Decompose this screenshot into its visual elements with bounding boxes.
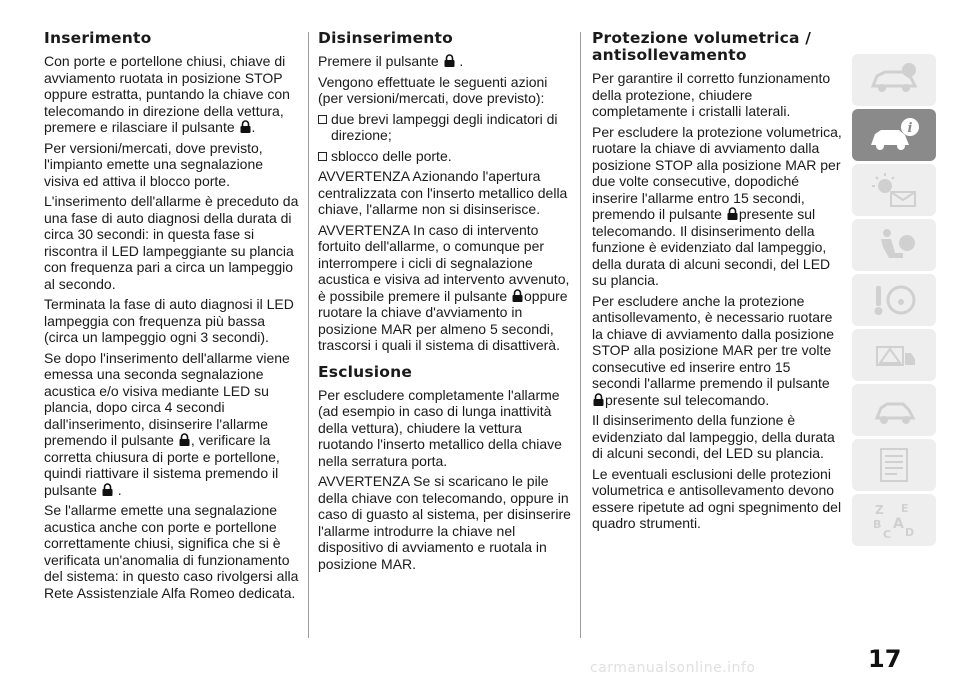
tab-index[interactable] xyxy=(852,494,936,546)
text: Per escludere anche la protezione antisollevamento, è necessario ruotare la chiave di avviamento dalla posizione STOP alla posizione MAR per tre volte consecutive ed inserire entro 15 secondi l'allarme premendo il pulsante xyxy=(592,292,835,391)
text: Per escludere la protezione volumetrica, ruotare la chiave di avviamento dalla posizione STOP alla posizione MAR per due volte consecutive, dopodiché inserire l'allarme entro 15 secondi, premendo il pulsante xyxy=(592,123,842,222)
tab-maintenance[interactable] xyxy=(852,384,936,436)
maintenance-icon xyxy=(867,390,921,430)
svg-text:C: C xyxy=(883,528,892,540)
tab-car-overview[interactable] xyxy=(852,54,936,106)
paragraph xyxy=(44,350,300,499)
starting-driving-icon xyxy=(867,280,921,320)
safety-airbag-icon xyxy=(867,225,921,265)
text: due brevi lampeggi degli indicatori di direzione; xyxy=(331,110,558,143)
text: sblocco delle porte. xyxy=(331,147,452,164)
heading-protezione-volumetrica: Protezione volumetrica / antisollevamento xyxy=(592,29,812,64)
lock-icon xyxy=(179,433,190,446)
svg-text:Z: Z xyxy=(875,503,884,517)
warning-lights-icon xyxy=(867,170,921,210)
paragraph xyxy=(44,53,300,136)
checkbox-bullet-icon xyxy=(318,152,327,161)
text: . xyxy=(117,481,122,498)
watermark: carmanualsonline.info xyxy=(590,660,756,676)
svg-text:B: B xyxy=(873,518,882,531)
paragraph xyxy=(318,222,574,354)
lock-icon xyxy=(240,120,251,133)
paragraph: AVVERTENZA Azionando l'apertura centralizzata con l'inserto metallico della chiave, l'allarme non si disinserisce. xyxy=(318,168,568,217)
technical-data-icon xyxy=(867,445,921,485)
paragraph: Se l'allarme emette una segnalazione acustica anche con porte e portellone correttamente chiusi, significa che si è verificata un'anomalia di funzionamento del sistema: in questo caso rivolgersi alla Rete Assistenziale Alfa Romeo dedicata. xyxy=(44,502,299,601)
column-divider xyxy=(580,32,581,638)
text: Con porte e portellone chiusi, chiave di avviamento ruotata in posizione STOP oppure estratta, puntando la chiave con telecomando in direzione della vettura, premere e rilasciare il pulsante xyxy=(44,53,290,135)
paragraph: L'inserimento dell'allarme è preceduto da una fase di auto diagnosi della durata di circa 30 secondi: in questa fase si riscontra il LED lampeggiante su plancia con frequenza pari a circa un lampeggio al secondo. xyxy=(44,193,299,292)
text: . xyxy=(459,53,464,69)
page-number: 17 xyxy=(868,645,902,673)
paragraph: Vengono effettuate le seguenti azioni (per versioni/mercati, dove previsto): xyxy=(318,73,548,106)
text: AVVERTENZA In caso di intervento fortuito dell'allarme, o comunque per interrompere i cicli di segnalazione acustica e visiva ad intervento avvenuto, è possibile premere il pulsante xyxy=(318,221,570,304)
tab-warning-lights[interactable] xyxy=(852,164,936,216)
svg-text:E: E xyxy=(901,502,909,515)
paragraph: Per garantire il corretto funzionamento della protezione, chiudere completamente i cristalli laterali. xyxy=(592,70,831,119)
tab-emergency[interactable] xyxy=(852,329,936,381)
lock-icon xyxy=(444,54,455,67)
paragraph: Le eventuali esclusioni delle protezioni volumetrica e antisollevamento devono essere ripetute ad ogni spegnimento del quadro strumenti. xyxy=(592,465,842,531)
column-disinserimento xyxy=(318,30,574,576)
svg-text:D: D xyxy=(905,526,915,539)
bullet-item xyxy=(318,148,574,165)
car-overview-icon xyxy=(867,60,921,100)
lock-icon xyxy=(593,393,604,406)
tab-safety[interactable] xyxy=(852,219,936,271)
emergency-icon xyxy=(867,335,921,375)
tab-starting-driving[interactable] xyxy=(852,274,936,326)
paragraph xyxy=(592,124,842,289)
paragraph: Il disinserimento della funzione è evidenziato dal lampeggio, della durata di alcuni secondi, del LED su plancia. xyxy=(592,412,835,461)
text: , verificare la corretta chiusura di porte e portellone, quindi riattivare il sistema premendo il pulsante xyxy=(44,432,280,498)
heading-esclusione: Esclusione xyxy=(318,362,413,381)
paragraph xyxy=(318,53,574,70)
chapter-index-sidebar xyxy=(852,54,936,549)
checkbox-bullet-icon xyxy=(318,115,327,124)
text: presente sul telecomando. Il disinserimento della funzione è evidenziato dal lampeggio, della durata di alcuni secondi, del LED su plancia. xyxy=(592,206,831,288)
lock-icon xyxy=(727,207,738,220)
heading-disinserimento: Disinserimento xyxy=(318,29,454,47)
paragraph: AVVERTENZA Se si scaricano le pile della chiave con telecomando, oppure in caso di guasto al sistema, per disinserire l'allarme introdurre la chiave nel dispositivo di avviamento e ruotala in posizione MAR. xyxy=(318,473,571,572)
column-protezione xyxy=(592,30,842,536)
svg-text:i: i xyxy=(907,121,913,136)
text: presente sul telecomando. xyxy=(605,391,770,408)
car-info-icon xyxy=(867,115,921,155)
svg-text:A: A xyxy=(893,516,904,532)
index-icon xyxy=(867,500,921,540)
text: Se dopo l'inserimento dell'allarme viene emessa una seconda segnalazione acustica e/o visiva mediante LED su plancia, dopo circa 4 secondi dall'inserimento, disinserire l'allarme premendo il pulsante xyxy=(44,349,290,448)
column-divider xyxy=(308,32,309,638)
tab-car-info[interactable] xyxy=(852,109,936,161)
paragraph: Terminata la fase di auto diagnosi il LED lampeggia con frequenza più bassa (circa un lampeggio ogni 3 secondi). xyxy=(44,296,294,345)
lock-icon xyxy=(512,289,523,302)
text: oppure ruotare la chiave d'avviamento in posizione MAR per almeno 5 secondi, trascorsi i quali il sistema di disattiverà. xyxy=(318,287,568,353)
paragraph: Per versioni/mercati, dove previsto, l'impianto emette una segnalazione visiva ed attiva il blocco porte. xyxy=(44,139,264,189)
text: . xyxy=(251,119,256,135)
text: Premere il pulsante xyxy=(318,53,439,69)
bullet-item xyxy=(318,111,574,144)
paragraph xyxy=(592,293,842,409)
paragraph: Per escludere completamente l'allarme (ad esempio in caso di lunga inattività della vettura), chiudere la vettura ruotando l'inserto metallico della chiave nella serratura porta. xyxy=(318,386,562,469)
lock-icon xyxy=(102,483,113,496)
column-inserimento xyxy=(44,30,300,605)
tab-technical-data[interactable] xyxy=(852,439,936,491)
heading-inserimento: Inserimento xyxy=(44,29,152,47)
